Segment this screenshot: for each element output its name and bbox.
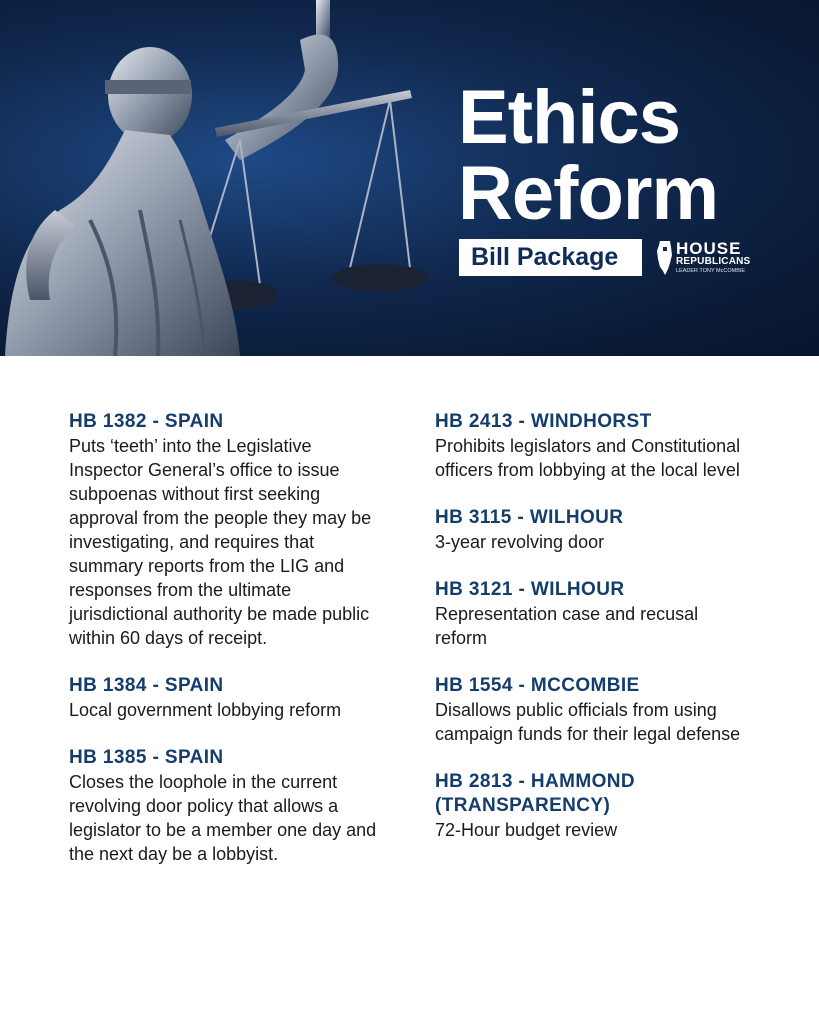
house-republicans-logo (657, 240, 762, 276)
bill-title: HB 3121 - WILHOUR (435, 579, 625, 600)
bill-title: HB 1385 - SPAIN (69, 747, 224, 768)
bill-description: 3-year revolving door (435, 532, 605, 552)
bill-item (69, 746, 389, 866)
bill-item (435, 770, 755, 842)
title-line-2: Reform (458, 151, 719, 236)
logo-line-3: LEADER TONY McCOMBIE (676, 268, 746, 274)
bill-title: HB 1382 - SPAIN (69, 411, 224, 432)
bill-package-badge: Bill Package (459, 239, 642, 276)
bill-title: HB 2413 - WINDHORST (435, 411, 652, 432)
hero-banner (0, 0, 819, 356)
bill-item (435, 506, 755, 554)
bill-description: Puts ‘teeth’ into the Legislative Inspector General’s office to issue subpoenas without first seeking approval from the people they may be investigating, and requires that summary reports from the LIG and responses from the ultimate jurisdictional authority be made public within 60 days of receipt. (69, 436, 372, 648)
bill-description: Closes the loophole in the current revolving door policy that allows a legislator to be a member one day and the next day be a lobbyist. (69, 772, 377, 864)
bill-item (69, 410, 389, 650)
bill-description: Local government lobbying reform (69, 700, 342, 720)
logo-line-2: REPUBLICANS (676, 256, 751, 267)
bill-title: HB 3115 - WILHOUR (435, 507, 624, 528)
bill-description: Representation case and recusal reform (435, 604, 699, 648)
bill-title: HB 1384 - SPAIN (69, 675, 224, 696)
bill-item (69, 674, 389, 722)
bill-description: Prohibits legislators and Constitutional officers from lobbying at the local level (435, 436, 741, 480)
bill-title: HB 2813 - HAMMOND (TRANSPARENCY) (435, 771, 635, 816)
bills-column-right (435, 410, 755, 866)
page-title (458, 75, 719, 236)
bill-description: 72-Hour budget review (435, 820, 618, 840)
bill-item (435, 578, 755, 650)
title-line-1: Ethics (458, 75, 681, 160)
bills-column-left (69, 410, 389, 890)
bill-title: HB 1554 - MCCOMBIE (435, 675, 640, 696)
bill-item (435, 410, 755, 482)
bill-item (435, 674, 755, 746)
illinois-state-icon (657, 241, 673, 275)
logo-line-1: HOUSE (676, 239, 742, 258)
lady-justice-statue-image (0, 0, 440, 356)
bill-description: Disallows public officials from using campaign funds for their legal defense (435, 700, 741, 744)
